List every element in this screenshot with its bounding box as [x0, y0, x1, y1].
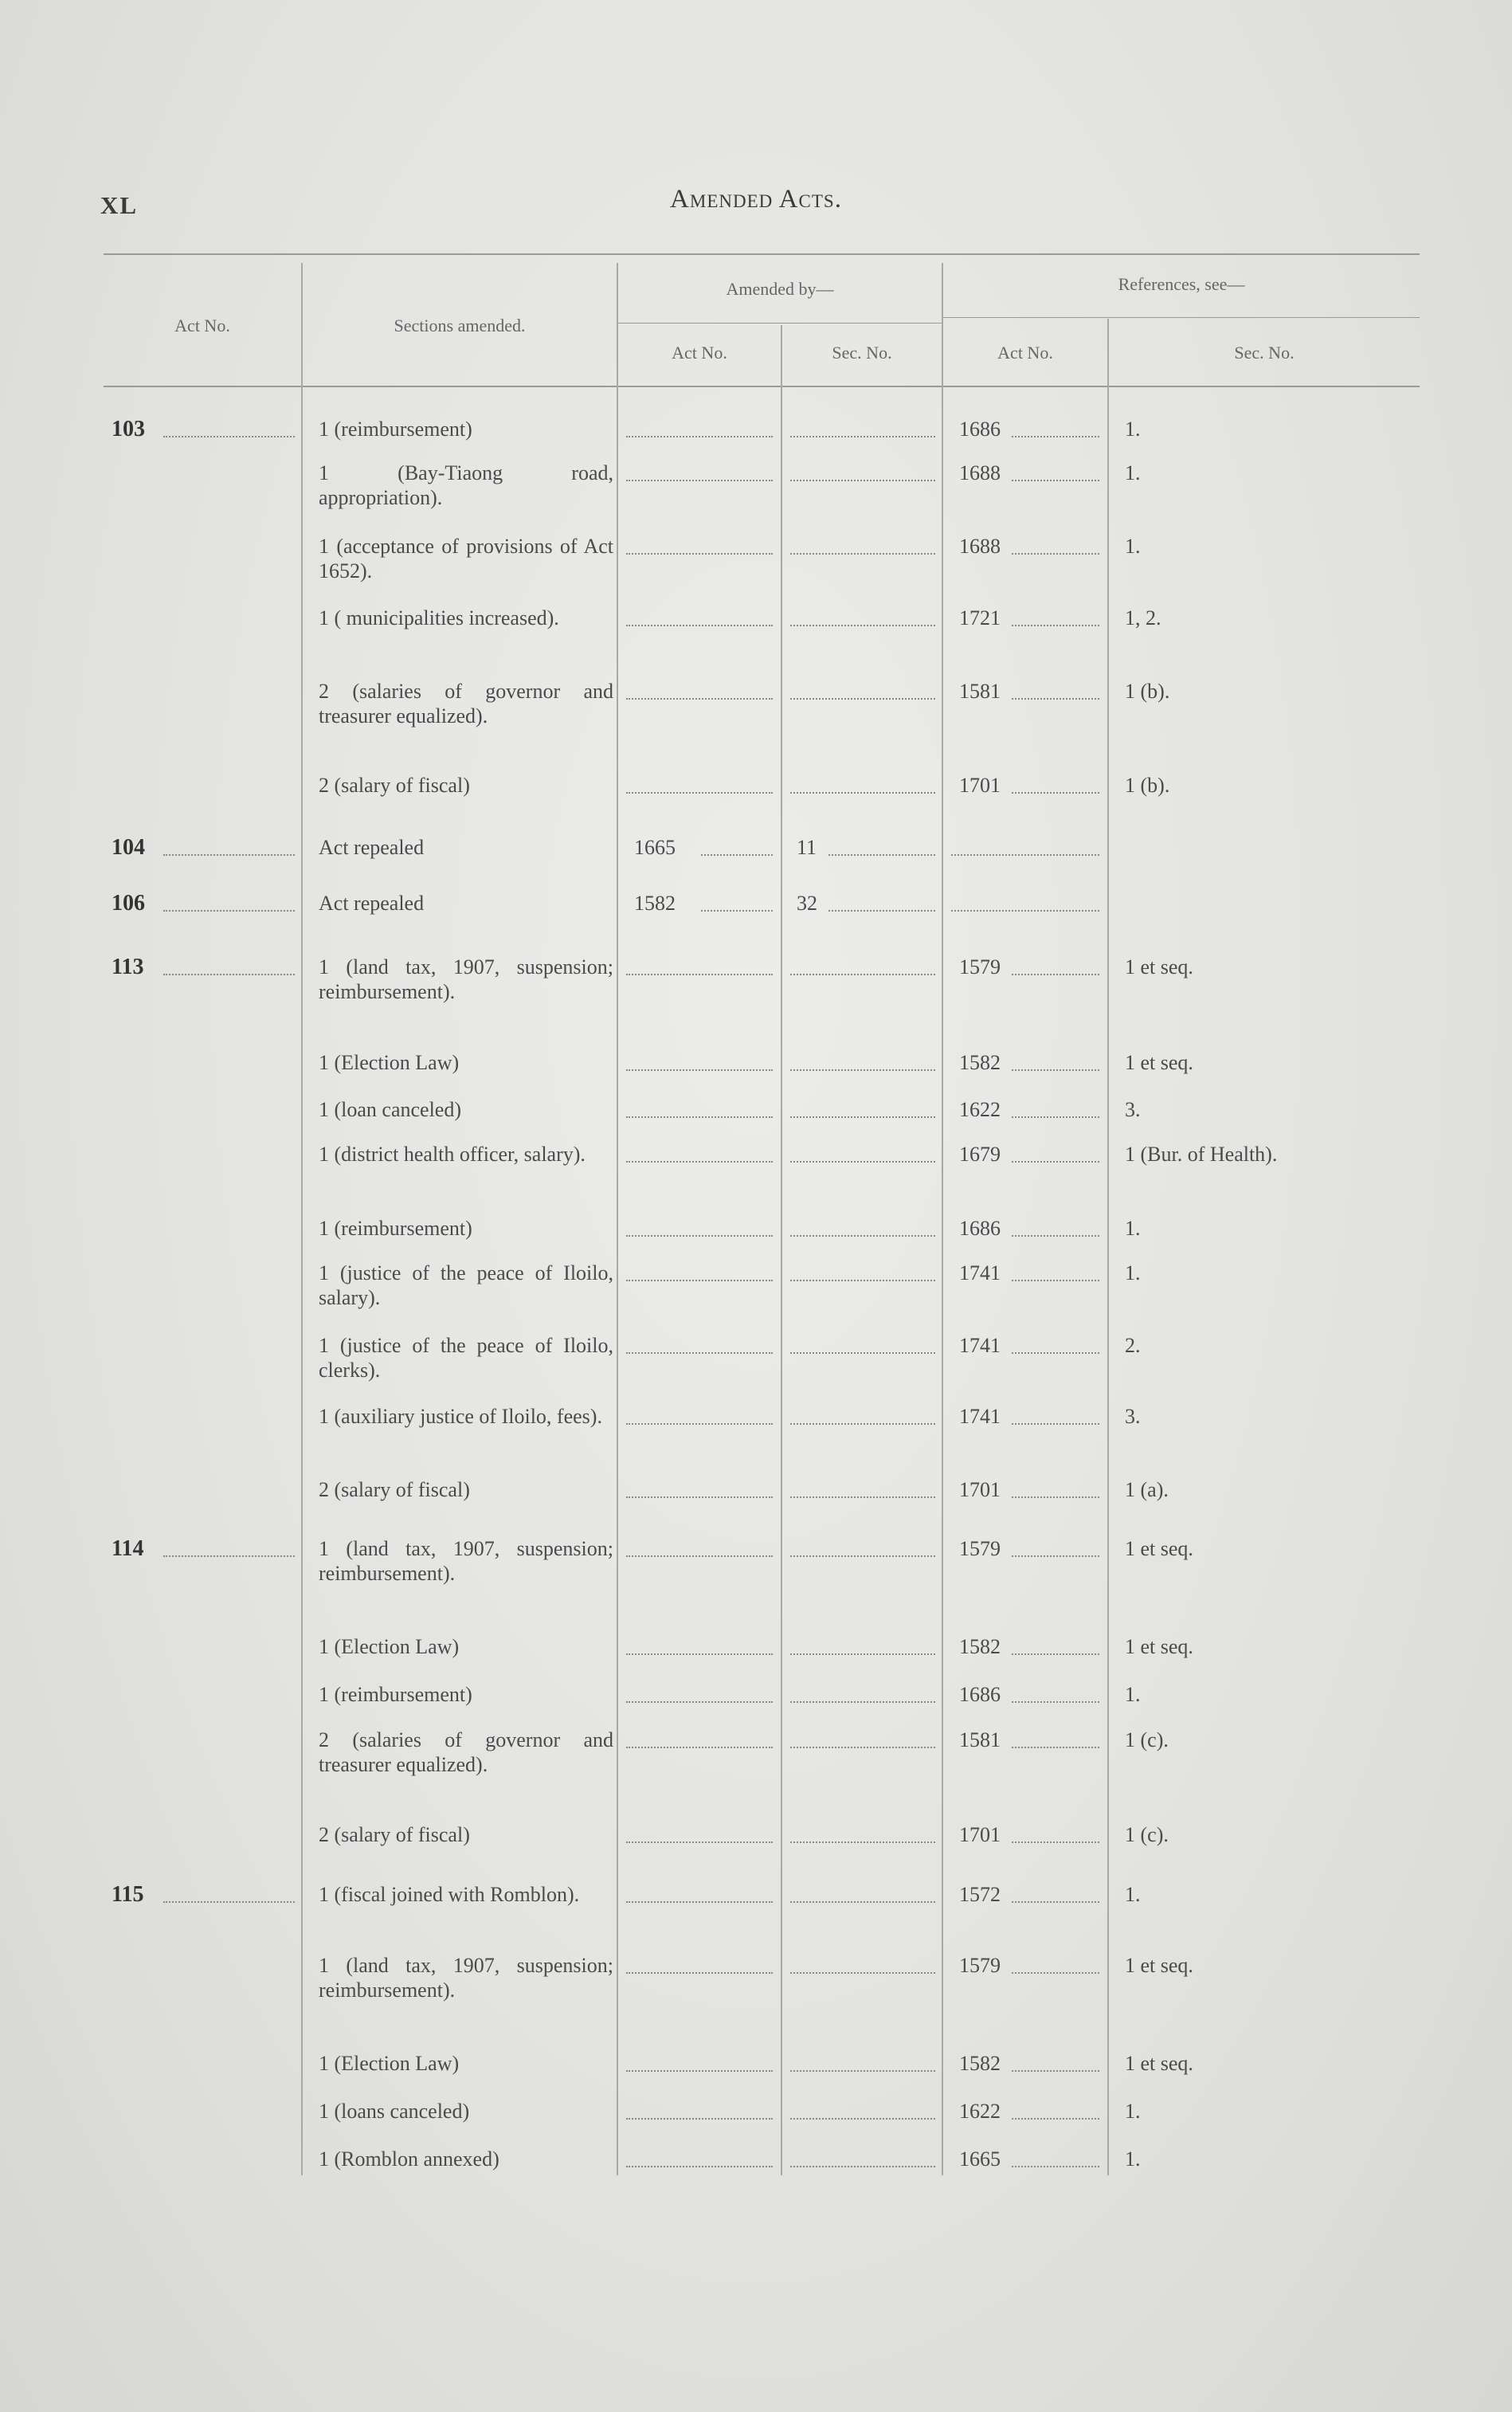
reference-sec-no: 1. [1125, 2147, 1141, 2171]
section-amended: 1 (Bay-Tiaong road, appropriation). [319, 461, 613, 509]
reference-sec-no: 1. [1125, 1883, 1141, 1906]
leader-dots [1012, 698, 1099, 700]
leader-dots [790, 1555, 935, 1557]
act-number: 103 [112, 417, 145, 441]
leader-dots [1012, 1496, 1099, 1498]
amended-by-sec-no: 32 [797, 892, 817, 915]
reference-act-no: 1581 [959, 680, 1001, 703]
reference-sec-no: 1. [1125, 535, 1141, 558]
reference-sec-no: 1 et seq. [1125, 1635, 1193, 1658]
leader-dots [1012, 1116, 1099, 1118]
leader-dots [626, 1235, 773, 1237]
section-amended: 2 (salaries of governor and treasurer equalized). [319, 1728, 613, 1776]
leader-dots [1012, 2118, 1099, 2120]
leader-dots [1012, 480, 1099, 481]
reference-act-no: 1686 [959, 1217, 1001, 1240]
reference-sec-no: 1, 2. [1125, 606, 1161, 629]
leader-dots [790, 480, 935, 481]
reference-sec-no: 1 (c). [1125, 1823, 1169, 1846]
reference-act-no: 1701 [959, 1823, 1001, 1846]
section-amended: 2 (salary of fiscal) [319, 774, 470, 797]
subheader-rule-amended [617, 323, 942, 324]
leader-dots [626, 1352, 773, 1354]
leader-dots [1012, 1555, 1099, 1557]
header-ref-act-no: Act No. [997, 343, 1053, 363]
reference-act-no: 1741 [959, 1405, 1001, 1428]
leader-dots [1012, 2070, 1099, 2072]
reference-sec-no: 1. [1125, 1261, 1141, 1284]
leader-dots [790, 2118, 935, 2120]
header-amended-act-no: Act No. [672, 343, 727, 363]
header-amended-sec-no: Sec. No. [832, 343, 892, 363]
col-divider-5 [1107, 319, 1109, 2175]
leader-dots [626, 2070, 773, 2072]
section-amended: 1 (Election Law) [319, 1051, 460, 1074]
leader-dots [790, 698, 935, 700]
leader-dots [790, 1069, 935, 1071]
leader-dots [951, 910, 1099, 912]
reference-act-no: 1581 [959, 1728, 1001, 1751]
reference-sec-no: 1 (b). [1125, 680, 1170, 703]
subheader-rule-references [942, 317, 1420, 318]
leader-dots [163, 1555, 295, 1557]
leader-dots [626, 1496, 773, 1498]
reference-sec-no: 1. [1125, 461, 1141, 484]
leader-dots [626, 1280, 773, 1281]
col-divider-1 [301, 263, 303, 2175]
table-top-rule [104, 253, 1420, 255]
col-divider-2 [617, 263, 618, 2175]
leader-dots [790, 1901, 935, 1903]
reference-act-no: 1741 [959, 1334, 1001, 1357]
leader-dots [626, 436, 773, 437]
section-amended: 1 (Romblon annexed) [319, 2147, 499, 2171]
col-divider-3 [781, 325, 782, 2175]
reference-act-no: 1582 [959, 1635, 1001, 1658]
section-amended: 1 (reimbursement) [319, 1683, 472, 1706]
section-amended: 2 (salaries of governor and treasurer equalized). [319, 680, 613, 728]
section-amended: 1 (land tax, 1907, suspension; reimbursement). [319, 955, 613, 1003]
amended-by-act-no: 1582 [634, 892, 676, 915]
leader-dots [1012, 553, 1099, 555]
leader-dots [1012, 2166, 1099, 2167]
leader-dots [790, 436, 935, 437]
leader-dots [626, 625, 773, 626]
page-title: Amended Acts. [670, 185, 842, 214]
section-amended: 1 (auxiliary justice of Iloilo, fees). [319, 1405, 602, 1428]
reference-sec-no: 1 (a). [1125, 1478, 1169, 1501]
leader-dots [163, 1901, 295, 1903]
leader-dots [701, 854, 773, 856]
leader-dots [790, 1496, 935, 1498]
leader-dots [163, 974, 295, 975]
leader-dots [790, 1280, 935, 1281]
section-amended: 1 (reimbursement) [319, 418, 472, 441]
leader-dots [626, 974, 773, 975]
leader-dots [790, 625, 935, 626]
header-references: References, see— [1118, 274, 1245, 294]
section-amended: 2 (salary of fiscal) [319, 1478, 470, 1501]
section-amended: 1 (district health officer, salary). [319, 1143, 586, 1166]
leader-dots [1012, 974, 1099, 975]
leader-dots [1012, 1280, 1099, 1281]
reference-act-no: 1582 [959, 2052, 1001, 2075]
leader-dots [1012, 1701, 1099, 1703]
section-amended: 1 (Election Law) [319, 2052, 460, 2075]
section-amended: 1 (justice of the peace of Iloilo, salary). [319, 1261, 613, 1309]
reference-sec-no: 3. [1125, 1405, 1141, 1428]
leader-dots [626, 1069, 773, 1071]
leader-dots [1012, 625, 1099, 626]
leader-dots [951, 854, 1099, 856]
reference-act-no: 1701 [959, 1478, 1001, 1501]
reference-sec-no: 1 et seq. [1125, 2052, 1193, 2075]
reference-sec-no: 1 (b). [1125, 774, 1170, 797]
page-number: XL [100, 191, 139, 219]
col-divider-4 [942, 263, 943, 2175]
leader-dots [790, 1841, 935, 1843]
reference-act-no: 1622 [959, 2100, 1001, 2123]
leader-dots [626, 1901, 773, 1903]
leader-dots [626, 1972, 773, 1974]
leader-dots [790, 1747, 935, 1748]
section-amended: 1 (acceptance of provisions of Act 1652). [319, 535, 613, 582]
leader-dots [1012, 1161, 1099, 1163]
leader-dots [790, 1116, 935, 1118]
reference-act-no: 1701 [959, 774, 1001, 797]
reference-act-no: 1688 [959, 461, 1001, 484]
section-amended: 1 (land tax, 1907, suspension; reimbursement). [319, 1954, 613, 2002]
reference-act-no: 1721 [959, 606, 1001, 629]
reference-sec-no: 1 et seq. [1125, 1537, 1193, 1560]
section-amended: 1 (fiscal joined with Romblon). [319, 1883, 580, 1906]
reference-sec-no: 1 (Bur. of Health). [1125, 1143, 1278, 1166]
leader-dots [790, 553, 935, 555]
leader-dots [626, 2166, 773, 2167]
reference-sec-no: 1. [1125, 2100, 1141, 2123]
leader-dots [1012, 1901, 1099, 1903]
leader-dots [626, 553, 773, 555]
leader-dots [790, 2166, 935, 2167]
reference-act-no: 1579 [959, 955, 1001, 979]
section-amended: 1 (loan canceled) [319, 1098, 462, 1121]
leader-dots [1012, 1423, 1099, 1425]
leader-dots [626, 1653, 773, 1655]
header-amended-by: Amended by— [726, 279, 834, 299]
leader-dots [790, 1423, 935, 1425]
reference-act-no: 1665 [959, 2147, 1001, 2171]
reference-sec-no: 3. [1125, 1098, 1141, 1121]
reference-act-no: 1679 [959, 1143, 1001, 1166]
reference-act-no: 1622 [959, 1098, 1001, 1121]
act-number: 113 [112, 955, 144, 979]
section-amended: Act repealed [319, 836, 425, 859]
section-amended: 1 (justice of the peace of Iloilo, clerks). [319, 1334, 613, 1382]
leader-dots [828, 854, 935, 856]
section-amended: 1 ( municipalities increased). [319, 606, 559, 629]
reference-act-no: 1688 [959, 535, 1001, 558]
section-amended: 2 (salary of fiscal) [319, 1823, 470, 1846]
reference-sec-no: 2. [1125, 1334, 1141, 1357]
leader-dots [790, 1701, 935, 1703]
section-amended: 1 (reimbursement) [319, 1217, 472, 1240]
leader-dots [790, 2070, 935, 2072]
leader-dots [626, 1747, 773, 1748]
act-number: 114 [112, 1536, 144, 1561]
reference-act-no: 1572 [959, 1883, 1001, 1906]
reference-sec-no: 1. [1125, 1683, 1141, 1706]
leader-dots [1012, 1352, 1099, 1354]
header-act-no: Act No. [174, 316, 230, 335]
leader-dots [790, 1352, 935, 1354]
leader-dots [1012, 1069, 1099, 1071]
leader-dots [828, 910, 935, 912]
leader-dots [1012, 1653, 1099, 1655]
leader-dots [626, 1841, 773, 1843]
reference-act-no: 1741 [959, 1261, 1001, 1284]
amended-by-sec-no: 11 [797, 836, 817, 859]
leader-dots [1012, 1747, 1099, 1748]
leader-dots [790, 1653, 935, 1655]
section-amended: Act repealed [319, 892, 425, 915]
leader-dots [626, 1701, 773, 1703]
leader-dots [790, 1161, 935, 1163]
leader-dots [626, 1116, 773, 1118]
leader-dots [626, 698, 773, 700]
leader-dots [1012, 1841, 1099, 1843]
act-number: 104 [112, 835, 145, 860]
section-amended: 1 (Election Law) [319, 1635, 460, 1658]
leader-dots [626, 1423, 773, 1425]
reference-sec-no: 1. [1125, 1217, 1141, 1240]
leader-dots [1012, 436, 1099, 437]
reference-sec-no: 1. [1125, 418, 1141, 441]
reference-sec-no: 1 et seq. [1125, 955, 1193, 979]
reference-act-no: 1686 [959, 1683, 1001, 1706]
reference-sec-no: 1 et seq. [1125, 1051, 1193, 1074]
leader-dots [626, 2118, 773, 2120]
leader-dots [790, 1972, 935, 1974]
reference-sec-no: 1 (c). [1125, 1728, 1169, 1751]
reference-act-no: 1686 [959, 418, 1001, 441]
leader-dots [701, 910, 773, 912]
amended-by-act-no: 1665 [634, 836, 676, 859]
act-number: 115 [112, 1882, 144, 1907]
reference-sec-no: 1 et seq. [1125, 1954, 1193, 1977]
leader-dots [790, 792, 935, 794]
leader-dots [163, 436, 295, 437]
leader-dots [626, 1161, 773, 1163]
act-number: 106 [112, 891, 145, 916]
leader-dots [163, 854, 295, 856]
header-sections-amended: Sections amended. [394, 316, 526, 335]
reference-act-no: 1579 [959, 1954, 1001, 1977]
header-ref-sec-no: Sec. No. [1234, 343, 1295, 363]
leader-dots [163, 910, 295, 912]
leader-dots [790, 1235, 935, 1237]
section-amended: 1 (loans canceled) [319, 2100, 470, 2123]
leader-dots [626, 792, 773, 794]
reference-act-no: 1582 [959, 1051, 1001, 1074]
leader-dots [1012, 1972, 1099, 1974]
reference-act-no: 1579 [959, 1537, 1001, 1560]
leader-dots [626, 480, 773, 481]
leader-dots [1012, 792, 1099, 794]
leader-dots [626, 1555, 773, 1557]
leader-dots [790, 974, 935, 975]
leader-dots [1012, 1235, 1099, 1237]
section-amended: 1 (land tax, 1907, suspension; reimbursement). [319, 1537, 613, 1585]
